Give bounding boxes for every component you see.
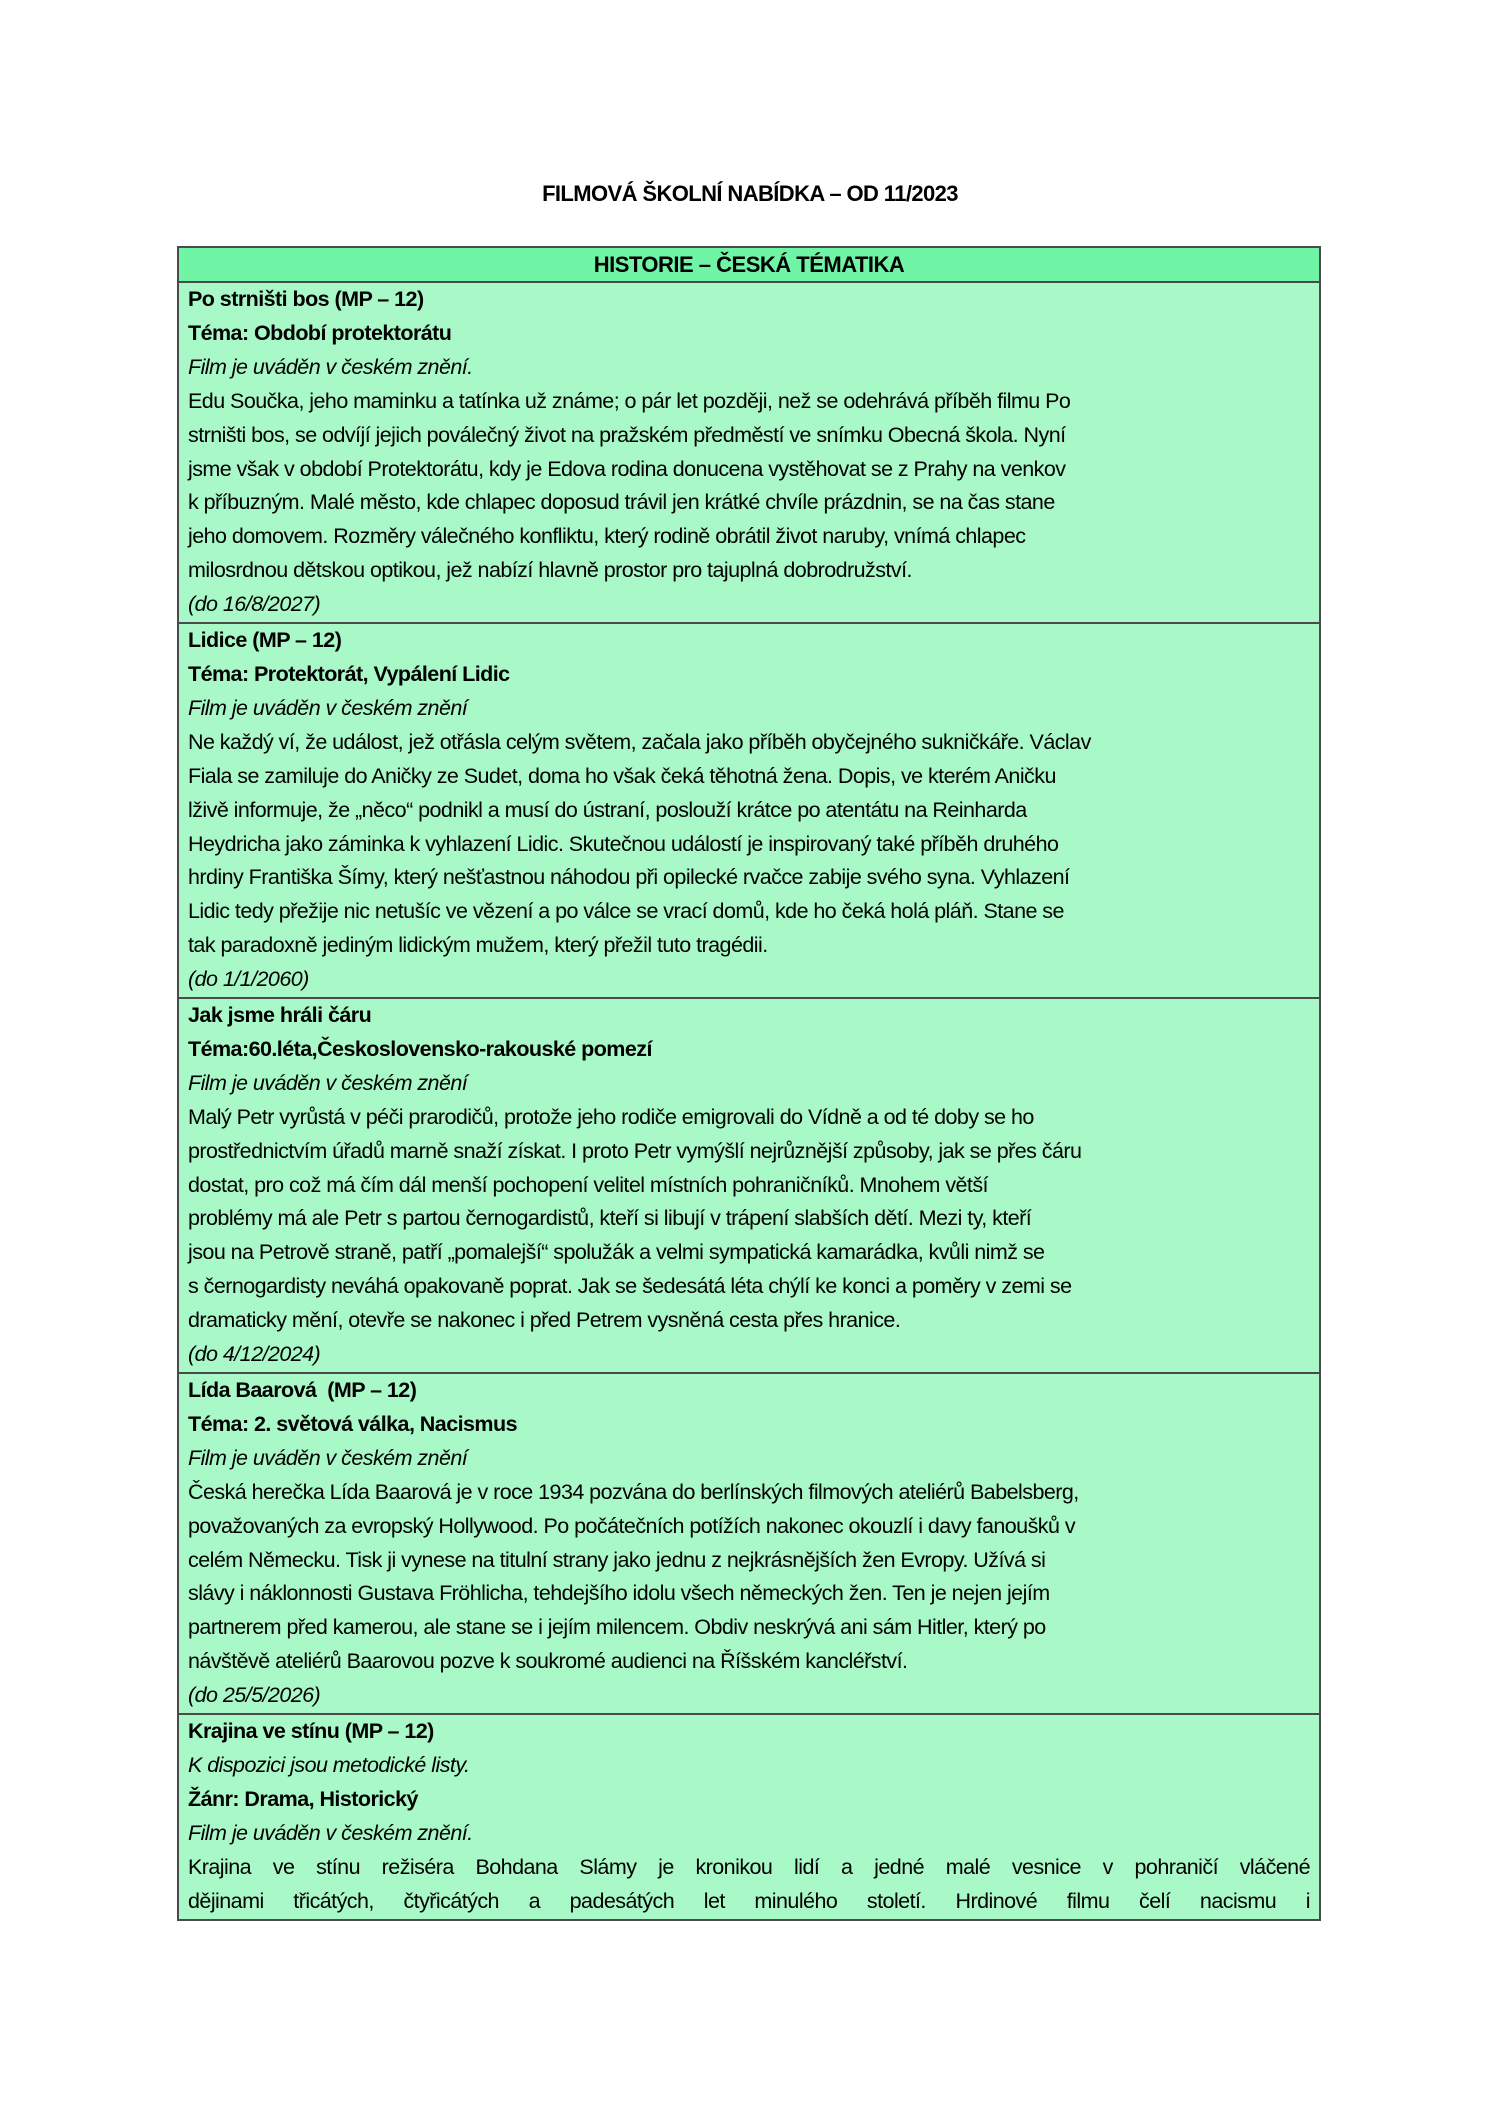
film-description-line: strništi bos, se odvíjí jejich poválečný život na pražském předměstí ve snímku Obecná škola. Nyní	[188, 422, 1066, 447]
film-description-line: Ne každý ví, že událost, jež otřásla celým světem, začala jako příběh obyčejného sukničkáře. Václav	[188, 729, 1091, 754]
film-theme: Téma: Období protektorátu	[188, 320, 452, 345]
section-header: HISTORIE – ČESKÁ TÉMATIKA	[178, 247, 1320, 282]
film-description-line: dostat, pro což má čím dál menší pochopení velitel místních pohraničníků. Mnohem větší	[188, 1172, 988, 1197]
film-cell	[178, 282, 1320, 623]
film-title: Po strništi bos (MP – 12)	[188, 287, 424, 311]
film-description-line: Malý Petr vyrůstá v péči prarodičů, protože jeho rodiče emigrovali do Vídně a od té doby se ho	[188, 1104, 1034, 1129]
film-description-line: slávy i náklonnosti Gustava Fröhlicha, tehdejšího idolu všech německých žen. Ten je nejen jejím	[188, 1581, 1050, 1606]
film-language-note: Film je uváděn v českém znění	[188, 1445, 468, 1470]
film-availability: (do 25/5/2026)	[188, 1683, 321, 1708]
film-availability: (do 4/12/2024)	[188, 1342, 321, 1367]
film-description-line: jsme však v období Protektorátu, kdy je Edova rodina donucena vystěhovat se z Prahy na venkov	[188, 456, 1066, 481]
film-description-line: Edu Součka, jeho maminku a tatínka už známe; o pár let později, než se odehrává příběh filmu Po	[188, 388, 1071, 413]
section-header-row	[178, 247, 1320, 282]
film-description-line: jeho domovem. Rozměry válečného konfliktu, který rodině obrátil život naruby, vnímá chlapec	[188, 524, 1026, 549]
film-language-note: Film je uváděn v českém znění.	[188, 1820, 473, 1845]
film-cell	[178, 1714, 1320, 1919]
film-title: Krajina ve stínu (MP – 12)	[188, 1719, 434, 1744]
film-description-line: s černogardisty neváhá opakovaně poprat. Jak se šedesátá léta chýlí ke konci a poměry v zemi se	[188, 1274, 1072, 1299]
film-availability: (do 1/1/2060)	[188, 967, 309, 992]
film-description-line: Lidic tedy přežije nic netušíc ve vězení a po válce se vrací domů, kde ho čeká holá pláň. Stane se	[188, 899, 1064, 924]
film-description-line: Česká herečka Lída Baarová je v roce 1934 pozvána do berlínských filmových ateliérů Babelsberg,	[188, 1479, 1079, 1504]
film-cell	[178, 623, 1320, 998]
film-description-line: dramaticky mění, otevře se nakonec i před Petrem vysněná cesta přes hranice.	[188, 1308, 901, 1333]
film-cell	[178, 1373, 1320, 1714]
film-description-line: partnerem před kamerou, ale stane se i jejím milencem. Obdiv neskrývá ani sám Hitler, který po	[188, 1615, 1046, 1640]
film-description-line: tak paradoxně jediným lidickým mužem, který přežil tuto tragédii.	[188, 933, 768, 958]
film-entry	[178, 1714, 1320, 1919]
film-entry	[178, 1373, 1320, 1714]
document-title: FILMOVÁ ŠKOLNÍ NABÍDKA – OD 11/2023	[542, 181, 958, 206]
film-entry	[178, 998, 1320, 1373]
film-entry	[178, 623, 1320, 998]
film-description-line: prostřednictvím úřadů marně snaží získat. I proto Petr vymýšlí nejrůznější způsoby, jak se přes čáru	[188, 1138, 1082, 1163]
film-language-note: Film je uváděn v českém znění.	[188, 354, 473, 379]
film-title: Lída Baarová (MP – 12)	[188, 1378, 417, 1402]
film-description-line: dějinami třicátých, čtyřicátých a padesátých let minulého století. Hrdinové filmu čelí nacismu i	[188, 1888, 1310, 1913]
film-language-note: Film je uváděn v českém znění	[188, 695, 468, 720]
film-description-line: hrdiny Františka Šímy, který nešťastnou náhodou při opilecké rvačce zabije svého syna. Vyhlazení	[188, 865, 1070, 890]
film-theme: Téma: 2. světová válka, Nacismus	[188, 1411, 517, 1436]
film-description-line: považovaných za evropský Hollywood. Po počátečních potížích nakonec okouzlí i davy fanoušků v	[188, 1513, 1076, 1538]
film-title: Jak jsme hráli čáru	[188, 1003, 372, 1028]
film-materials-note: K dispozici jsou metodické listy.	[188, 1752, 470, 1777]
film-offer-table	[177, 246, 1321, 1921]
film-description-line: milosrdnou dětskou optikou, jež nabízí hlavně prostor pro tajuplná dobrodružství.	[188, 558, 912, 583]
film-description-line: problémy má ale Petr s partou černogardistů, kteří si libují v trápení slabších dětí. Mezi ty, kteří	[188, 1206, 1032, 1231]
film-entry	[178, 282, 1320, 623]
film-description-line: návštěvě ateliérů Baarovou pozve k soukromé audienci na Říšském kancléřství.	[188, 1649, 908, 1674]
film-description-line: k příbuzným. Malé město, kde chlapec doposud trávil jen krátké chvíle prázdnin, se na čas stane	[188, 490, 1055, 515]
film-title: Lidice (MP – 12)	[188, 628, 342, 653]
film-description-line: celém Německu. Tisk ji vynese na titulní strany jako jednu z nejkrásnějších žen Evropy. Užívá si	[188, 1547, 1046, 1572]
film-theme: Téma: Protektorát, Vypálení Lidic	[188, 661, 510, 686]
film-description-line: jsou na Petrově straně, patří „pomalejší“ spolužák a velmi sympatická kamarádka, kvůli nimž se	[188, 1240, 1045, 1265]
film-genre: Žánr: Drama, Historický	[188, 1786, 418, 1811]
film-cell	[178, 998, 1320, 1373]
film-theme: Téma:60.léta,Československo-rakouské pomezí	[188, 1036, 652, 1061]
film-availability: (do 16/8/2027)	[188, 592, 321, 617]
film-description-line: Krajina ve stínu režiséra Bohdana Slámy je kronikou lidí a jedné malé vesnice v pohraničí vláčené	[188, 1854, 1310, 1879]
film-description-line: Heydricha jako záminka k vyhlazení Lidic. Skutečnou událostí je inspirovaný také příběh druhého	[188, 831, 1059, 856]
film-description-line: Fiala se zamiluje do Aničky ze Sudet, doma ho však čeká těhotná žena. Dopis, ve kterém Aničku	[188, 763, 1056, 788]
film-description-line: lživě informuje, že „něco“ podnikl a musí do ústraní, poslouží krátce po atentátu na Reinharda	[188, 797, 1027, 822]
film-language-note: Film je uváděn v českém znění	[188, 1070, 468, 1095]
